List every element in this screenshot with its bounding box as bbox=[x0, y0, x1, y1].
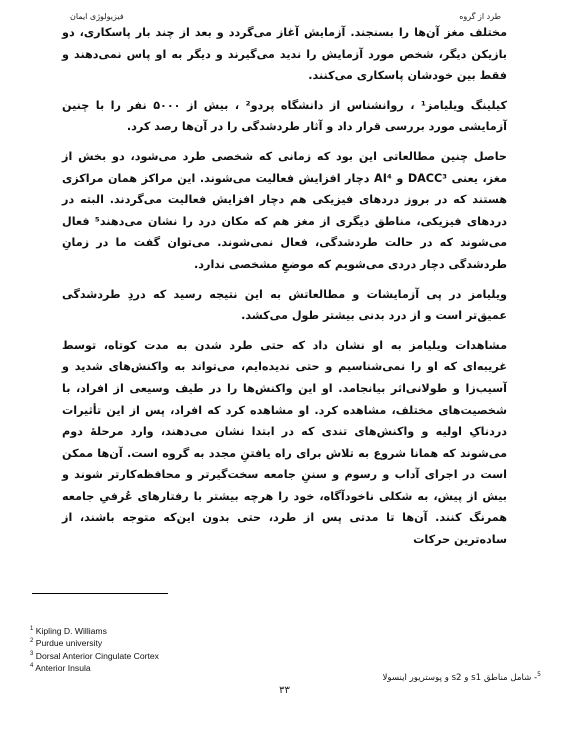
paragraph: حاصل چنین مطالعاتی این بود که زمانی که شخصی طرد می‌شود، دو بخش از مغز، یعنی DACC³ و AI⁴ دچار افزایش فعالیت می‌شوند. این مراکز همان مراکزی هستند که در بروز دردهای فیزیکی هم دچار افزایش فعالیت می‌گردند. البته در دردهای فیزیکی، مناطق دیگری از مغز هم که مکان درد را نشان می‌دهند⁵ فعال می‌شوند که در حالت طردشدگی، فعال نمی‌شوند. می‌توان گفت ما در زمانِ طردشدگی دچار دردی می‌شویم که موضعِ مشخصی ندارد. bbox=[62, 149, 507, 271]
footnote: $^3$ Dorsal Anterior Cingulate Cortex bbox=[30, 650, 159, 661]
footnote: $^4$ Anterior Insula bbox=[30, 662, 91, 673]
paragraph: ویلیامز در پی آزمایشات و مطالعاتش به این نتیجه رسید که دردِ طردشدگی عمیق‌تر است و از درد بدنی بیشتر طول می‌کشد. bbox=[62, 287, 507, 323]
paragraph: مشاهدات ویلیامز به او نشان داد که حتی طرد شدن به مدت کوتاه، توسط غریبه‌ای که او را نمی‌شناسیم و حتی ندیده‌ایم، می‌تواند به واکنش‌های شدید و آسیب‌زا و طولانی‌اثر بیانجامد. او این واکنش‌ها را در طیف وسیعی از افراد، با شخصیت‌های مختلف، مشاهده کرد. او مشاهده کرد که افراد، پس از این تأثیرات دردناکِ اولیه و واکنش‌های تندی که در ابتدا نشان می‌دهند، وارد مرحلهٔ دوم می‌شوند که همانا شروع به تلاش برای راه یافتنِ مجدد به گروه است. آن‌ها ممکن است در اجرای آداب و رسوم و سننِ جامعه سخت‌گیرتر و محافظه‌کارتر شوند و بیش از پیش، به شکلی ناخودآگاه، خود را هرچه بیشتر با رفتارهای عُرفیِ جامعه همرنگ کنند. آن‌ها تا مدتی پس از طرد، حتی بدون این‌که متوجه باشند، از ساده‌ترین حرکات bbox=[62, 338, 507, 547]
body-text bbox=[62, 22, 507, 559]
footnotes bbox=[30, 624, 159, 673]
paragraph: کیلینگ ویلیامز¹ ، روانشناس از دانشگاه پردو² ، بیش از ۵۰۰۰ نفر را با چنین آزمایشی مورد بررسی قرار داد و آثار طردشدگی را در آن‌ها رصد کرد. bbox=[62, 98, 508, 134]
paragraph: مختلف مغز آن‌ها را بسنجند. آزمایش آغاز می‌گردد و بعد از چند بار پاسکاری، دو بازیکن دیگر، شخص مورد آزمایش را ندید می‌گیرند و دیگر به او پاس نمی‌دهند و فقط بین خودشان پاسکاری می‌کنند. bbox=[62, 26, 507, 83]
page-number: ۳۳ bbox=[279, 685, 290, 696]
footnote-separator bbox=[32, 593, 168, 594]
footnote: $^1$ Kipling D. Williams bbox=[30, 625, 107, 636]
header-right-title: طرد از گروه bbox=[459, 12, 501, 21]
header-left-title: فیزیولوژی ایمان bbox=[70, 12, 124, 21]
footnote-5: $^5$- شامل مناطق s1 و s2 و پوستریور اینسولا bbox=[382, 671, 541, 683]
footnote: $^2$ Purdue university bbox=[30, 638, 103, 649]
